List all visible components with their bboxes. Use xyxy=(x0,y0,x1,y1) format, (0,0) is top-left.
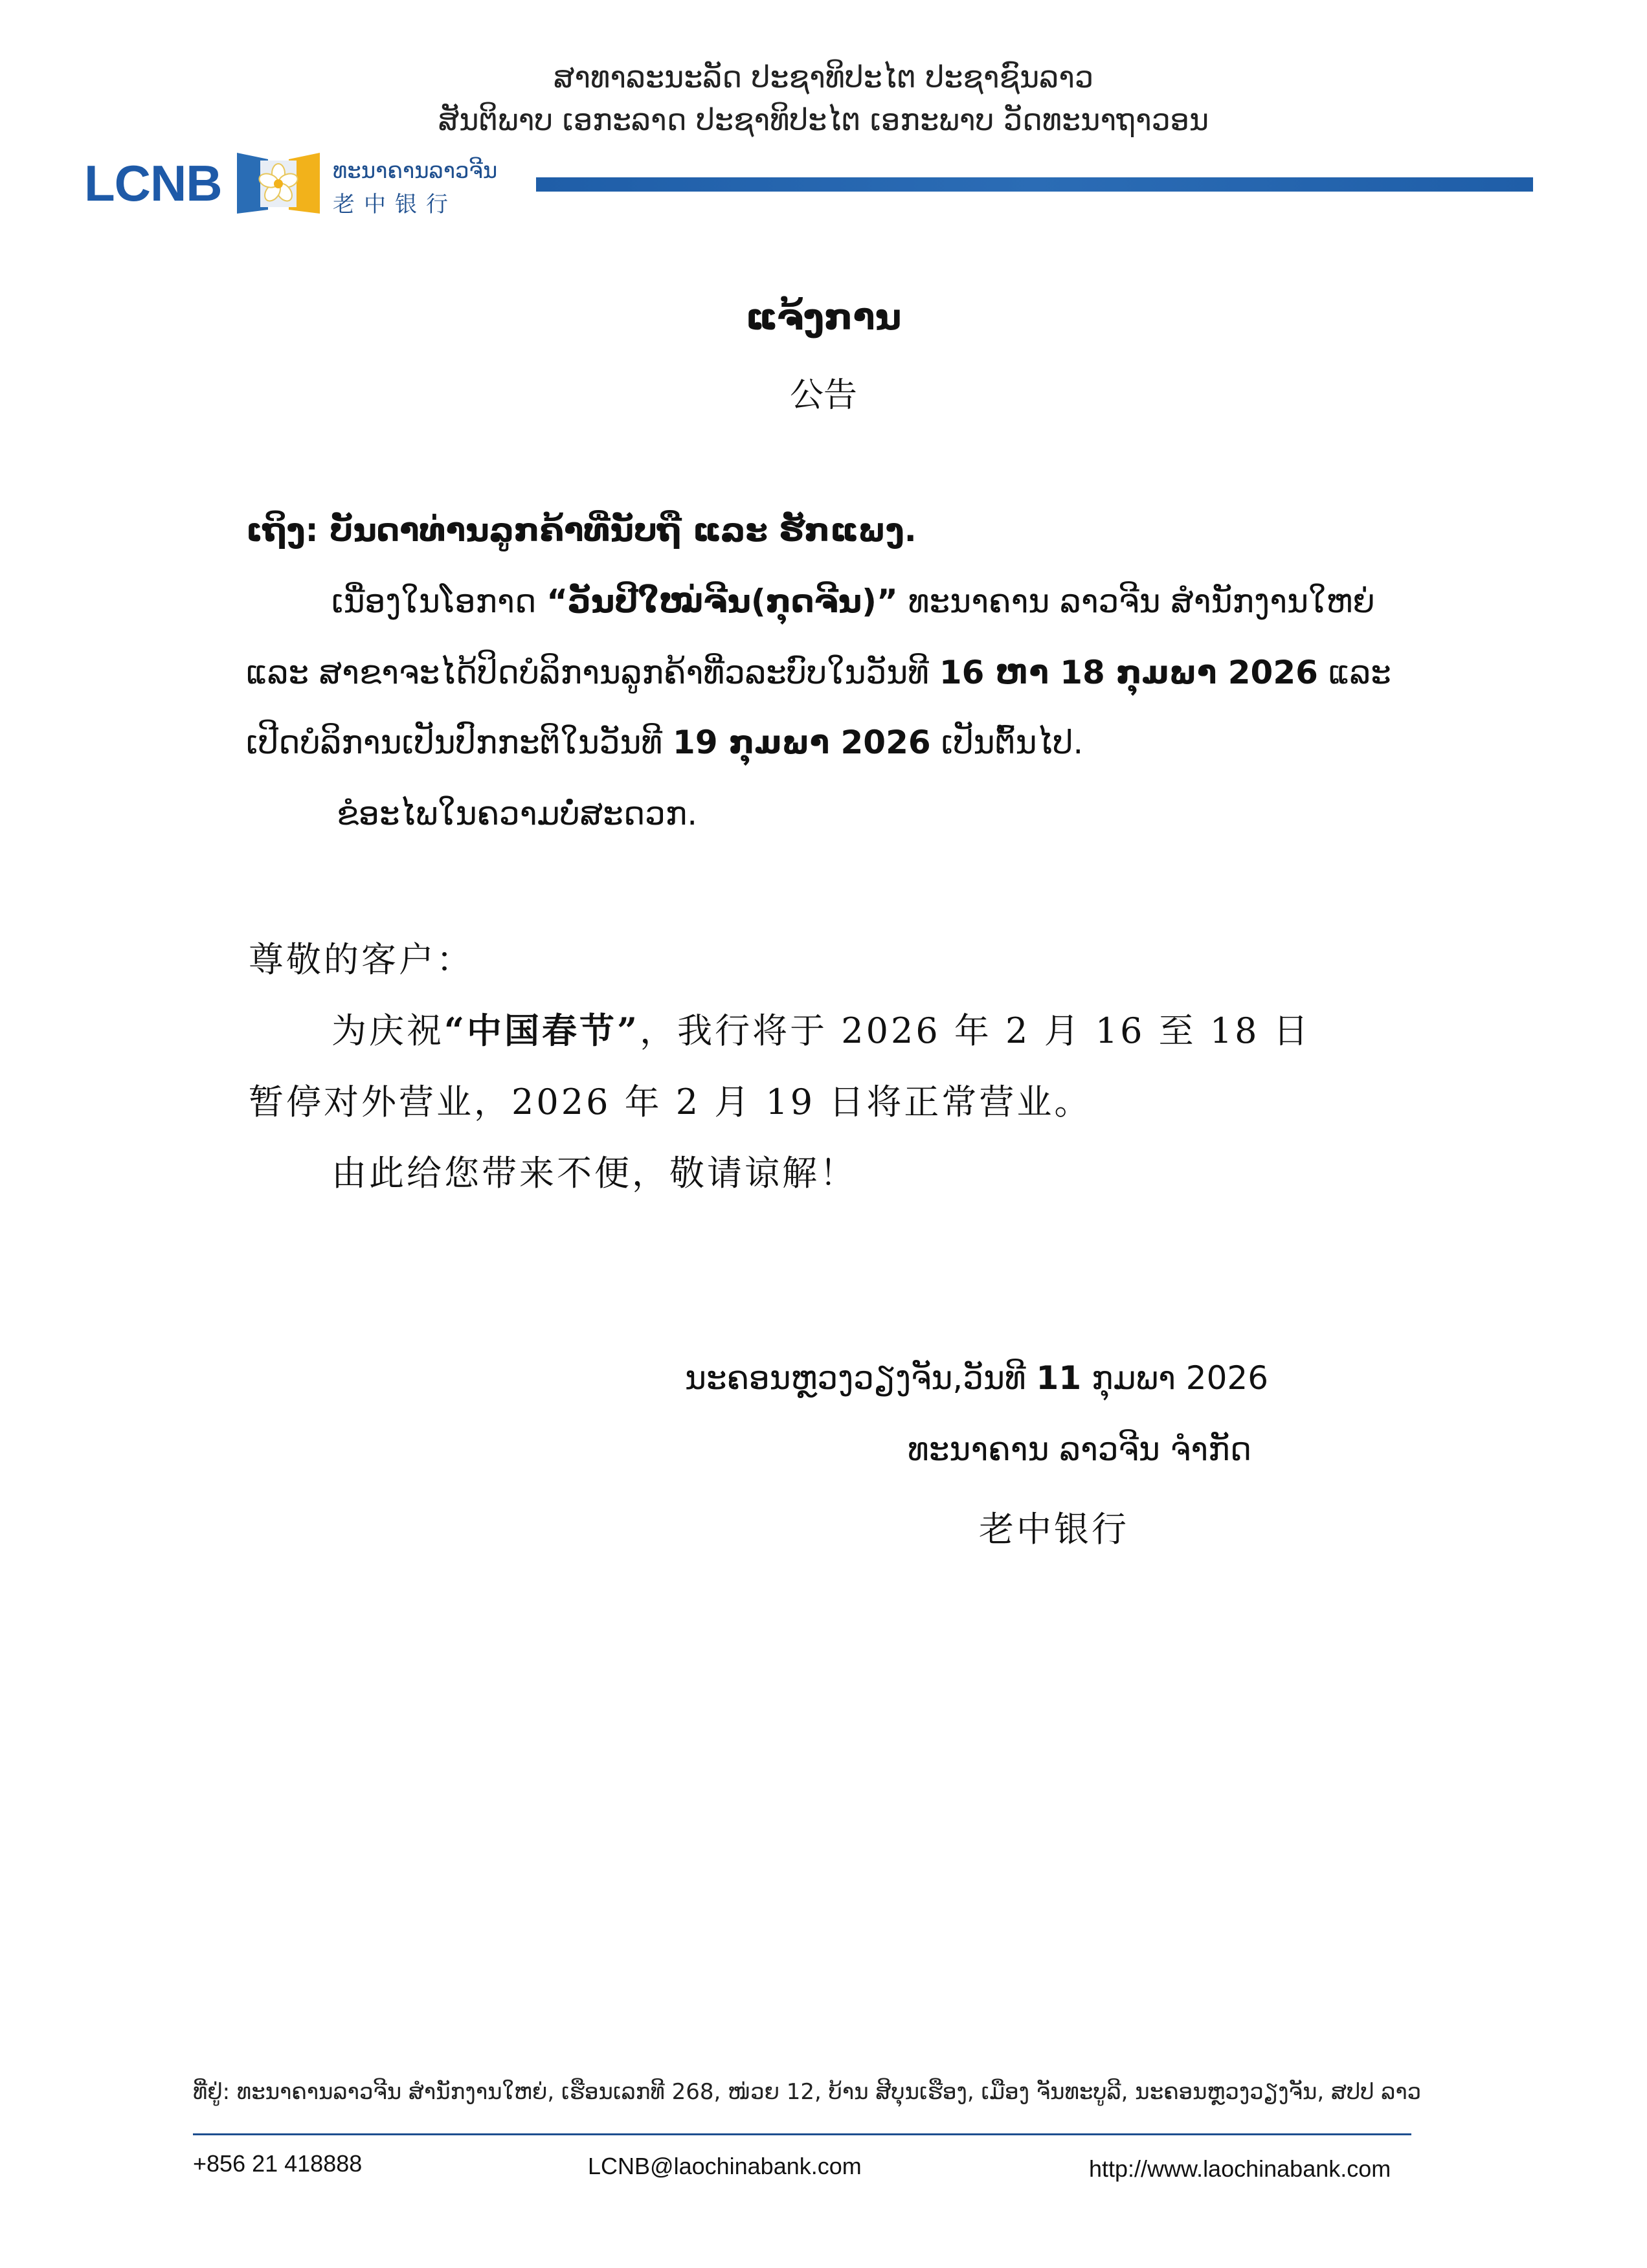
sig-date-post: ກຸມພາ 2026 xyxy=(1081,1359,1269,1397)
lao-paragraph-line-3 xyxy=(246,724,1083,761)
chinese-line-3: 由此给您带来不便，敬请谅解！ xyxy=(331,1153,857,1194)
footer-address: ທີ່ຢູ່: ທະນາຄານລາວຈີນ ສຳນັກງານໃຫຍ່, ເຮືອນເລກທີ 268, ໜ່ວຍ 12, ບ້ານ ສີບຸນເຮືອງ, ເມືອງ ຈັນທະບູລີ, ນະຄອນຫຼວງວຽງຈັນ, ສປປ ລາວ xyxy=(193,2079,1422,2105)
lao-p2-post: ແລະ xyxy=(1317,654,1391,691)
bank-logo-emblem-icon xyxy=(234,148,322,217)
footer-phone: +856 21 418888 xyxy=(193,2150,363,2177)
cn-l1-post: ，我行将于 2026 年 2 月 16 至 18 日 xyxy=(640,1010,1311,1051)
lao-p1-post: ທະນາຄານ ລາວຈີນ ສຳນັກງານໃຫຍ່ xyxy=(897,583,1375,620)
bank-name-chinese: 老中银行 xyxy=(333,192,457,217)
bank-name-lao: ທະນາຄານລາວຈີນ xyxy=(333,158,498,184)
apology-lao: ຂໍອະໄພໃນຄວາມບໍ່ສະດວກ. xyxy=(337,795,698,832)
bank-logo-text: LCNB xyxy=(84,155,222,212)
lao-paragraph-line-2 xyxy=(246,654,1391,691)
lao-p1-pre: ເນື່ອງໃນໂອກາດ xyxy=(331,583,547,620)
footer-divider xyxy=(193,2133,1411,2135)
header-divider xyxy=(536,177,1533,192)
lao-p2-pre: ແລະ ສາຂາຈະໄດ້ປິດບໍລິການລູກຄ້າທີ່ວລະບົບໃນວັນທີ xyxy=(246,654,939,691)
lao-paragraph-line-1 xyxy=(331,583,1375,620)
signature-place-date xyxy=(685,1359,1268,1397)
greeting-chinese: 尊敬的客户： xyxy=(249,939,474,980)
notice-title-chinese: 公告 xyxy=(789,376,857,415)
footer-email-link[interactable]: LCNB@laochinabank.com xyxy=(588,2153,862,2179)
signature-bank-lao: ທະນາຄານ ລາວຈີນ ຈຳກັດ xyxy=(908,1430,1252,1468)
lao-p3-pre: ເປີດບໍລິການເປັນປົກກະຕິໃນວັນທີ xyxy=(246,724,673,761)
notice-title-lao: ແຈ້ງການ xyxy=(745,296,902,339)
chinese-line-1 xyxy=(331,1003,1311,1053)
chinese-line-2: 暂停对外营业，2026 年 2 月 19 日将正常营业。 xyxy=(249,1082,1092,1122)
signature-bank-chinese: 老中银行 xyxy=(979,1509,1129,1550)
header-motto-line: ສັນຕິພາບ ເອກະລາດ ປະຊາທິປະໄຕ ເອກະພາບ ວັດທະນາຖາວອນ xyxy=(438,102,1209,137)
header-country-line: ສາທາລະນະລັດ ປະຊາທິປະໄຕ ປະຊາຊົນລາວ xyxy=(553,60,1094,94)
lao-p3-date: 19 ກຸມພາ 2026 xyxy=(673,724,931,761)
lao-p2-dates: 16 ຫາ 18 ກຸມພາ 2026 xyxy=(939,654,1318,691)
lao-p1-holiday: “ວັນປີໃໝ່ຈີນ(ກຸດຈີນ)” xyxy=(546,583,898,620)
sig-date-day: 11 xyxy=(1036,1359,1082,1397)
sig-date-pre: ນະຄອນຫຼວງວຽງຈັນ,ວັນທີ xyxy=(685,1359,1036,1397)
footer-website-link[interactable]: http://www.laochinabank.com xyxy=(1089,2155,1391,2182)
addressee-line: ເຖິງ: ບັນດາທ່ານລູກຄ້າທີ່ນັບຖື ແລະ ຮັກແພງ. xyxy=(246,511,917,549)
lao-p3-post: ເປັນຕົ້ນໄປ. xyxy=(930,724,1084,761)
cn-l1-holiday: “中国春节” xyxy=(444,1010,640,1051)
cn-l1-pre: 为庆祝 xyxy=(331,1010,444,1051)
